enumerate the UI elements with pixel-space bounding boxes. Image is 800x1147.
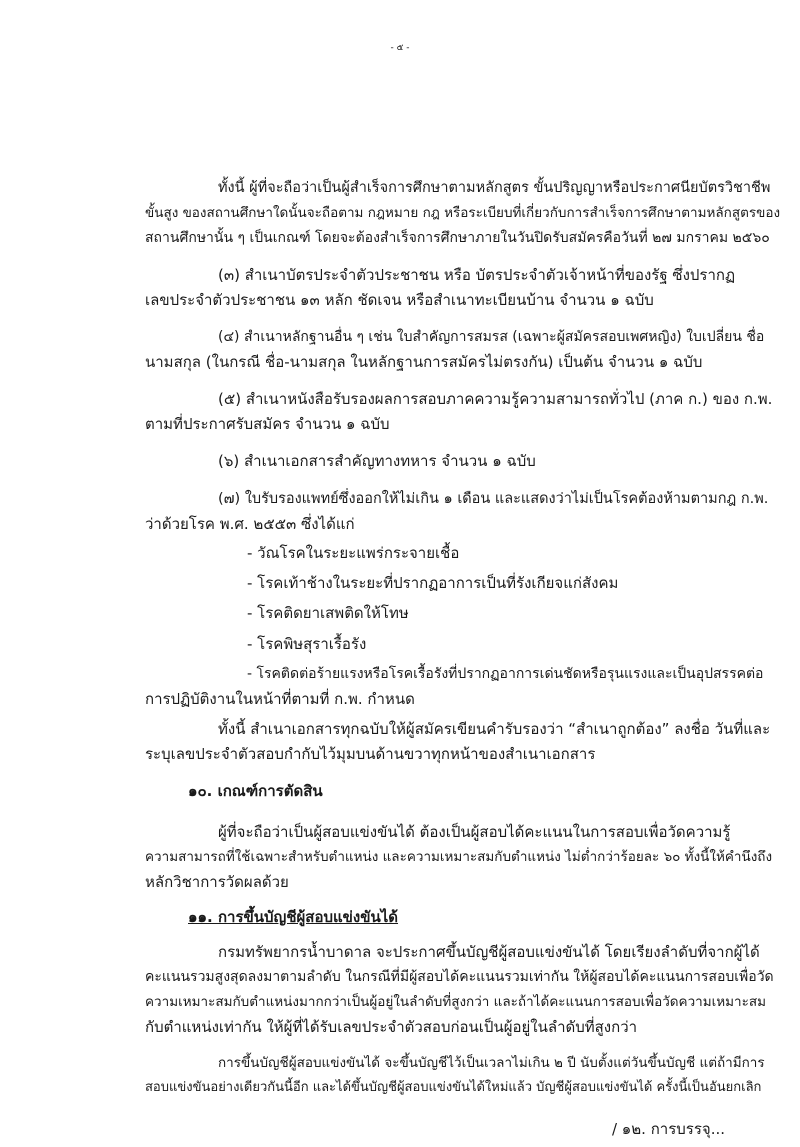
- text-line: สอบแข่งขันอย่างเดียวกันนี้อีก และได้ขึ้นบัญชีผู้สอบแข่งขันได้ใหม่แล้ว บัญชีผู้สอบแข่งขันได้ ครั้งนี้เป็นอันยกเลิก: [145, 1080, 762, 1095]
- text-line: สถานศึกษานั้น ๆ เป็นเกณฑ์ โดยจะต้องสำเร็จการศึกษาภายในวันปิดรับสมัครคือวันที่ ๒๗ มกราคม ๒๕๖๐: [145, 230, 770, 246]
- list-item: - โรคติดต่อร้ายแรงหรือโรคเรื้อรังที่ปรากฏอาการเด่นชัดหรือรุนแรงและเป็นอุปสรรคต่อ: [247, 666, 764, 682]
- text-line: การปฏิบัติงานในหน้าที่ตามที่ ก.พ. กำหนด: [145, 690, 415, 708]
- text-line: ตามที่ประกาศรับสมัคร จำนวน ๑ ฉบับ: [145, 415, 390, 433]
- text-line: นามสกุล (ในกรณี ชื่อ-นามสกุล ในหลักฐานการสมัครไม่ตรงกัน) เป็นต้น จำนวน ๑ ฉบับ: [145, 353, 703, 371]
- text-line: ความสามารถที่ใช้เฉพาะสำหรับตำแหน่ง และความเหมาะสมกับตำแหน่ง ไม่ต่ำกว่าร้อยละ ๖๐ ทั้งนี้ให้คำนึงถึง: [145, 849, 773, 865]
- text-line: (๓) สำเนาบัตรประจำตัวประชาชน หรือ บัตรประจำตัวเจ้าหน้าที่ของรัฐ ซึ่งปรากฏ: [218, 266, 736, 284]
- text-line: การขึ้นบัญชีผู้สอบแข่งขันได้ จะขึ้นบัญชีไว้เป็นเวลาไม่เกิน ๒ ปี นับตั้งแต่วันขึ้นบัญชี แต่ถ้ามีการ: [218, 1055, 765, 1071]
- text-line: หลักวิชาการวัดผลด้วย: [145, 873, 289, 891]
- text-line: (๔) สำเนาหลักฐานอื่น ๆ เช่น ใบสำคัญการสมรส (เฉพาะผู้สมัครสอบเพศหญิง) ใบเปลี่ยน ชื่อ: [218, 329, 765, 345]
- section-heading-11: ๑๑. การขึ้นบัญชีผู้สอบแข่งขันได้: [188, 908, 399, 926]
- list-item: - โรคเท้าช้างในระยะที่ปรากฏอาการเป็นที่รังเกียจแก่สังคม: [247, 574, 619, 592]
- text-line: (๖) สำเนาเอกสารสำคัญทางทหาร จำนวน ๑ ฉบับ: [218, 452, 536, 470]
- text-line: (๕) สำเนาหนังสือรับรองผลการสอบภาคความรู้ความสามารถทั่วไป (ภาค ก.) ของ ก.พ.: [218, 390, 773, 408]
- text-line: ว่าด้วยโรค พ.ศ. ๒๕๕๓ ซึ่งได้แก่: [145, 515, 355, 533]
- text-line: ทั้งนี้ สำเนาเอกสารทุกฉบับให้ผู้สมัครเขียนคำรับรองว่า “สำเนาถูกต้อง” ลงชื่อ วันที่และ: [218, 720, 771, 738]
- text-line: ระบุเลขประจำตัวสอบกำกับไว้มุมบนด้านขวาทุกหน้าของสำเนาเอกสาร: [145, 745, 596, 763]
- text-line: เลขประจำตัวประชาชน ๑๓ หลัก ชัดเจน หรือสำเนาทะเบียนบ้าน จำนวน ๑ ฉบับ: [145, 291, 654, 309]
- text-line: (๗) ใบรับรองแพทย์ซึ่งออกให้ไม่เกิน ๑ เดือน และแสดงว่าไม่เป็นโรคต้องห้ามตามกฎ ก.พ.: [218, 491, 769, 507]
- footer-continuation: / ๑๒. การบรรจุ...: [611, 1120, 725, 1138]
- list-item: - โรคติดยาเสพติดให้โทษ: [247, 604, 409, 622]
- text-line: คะแนนรวมสูงสุดลงมาตามลำดับ ในกรณีที่มีผู้สอบได้คะแนนรวมเท่ากัน ให้ผู้สอบได้คะแนนการสอบเพื่อวัด: [145, 969, 774, 985]
- text-line: ความเหมาะสมกับตำแหน่งมากกว่าเป็นผู้อยู่ในลำดับที่สูงกว่า และถ้าได้คะแนนการสอบเพื่อวัดความเหมาะสม: [145, 994, 767, 1010]
- text-line: ขั้นสูง ของสถานศึกษาใดนั้นจะถือตาม กฎหมาย กฎ หรือระเบียบที่เกี่ยวกับการสำเร็จการศึกษาตามหลักสูตรของ: [145, 205, 781, 221]
- list-item: - วัณโรคในระยะแพร่กระจายเชื้อ: [247, 544, 460, 562]
- page-number: - ๕ -: [390, 43, 410, 53]
- text-line: กรมทรัพยากรน้ำบาดาล จะประกาศขึ้นบัญชีผู้สอบแข่งขันได้ โดยเรียงลำดับที่จากผู้ได้: [218, 943, 760, 961]
- text-line: กับตำแหน่งเท่ากัน ให้ผู้ที่ได้รับเลขประจำตัวสอบก่อนเป็นผู้อยู่ในลำดับที่สูงกว่า: [145, 1018, 638, 1036]
- text-line: ทั้งนี้ ผู้ที่จะถือว่าเป็นผู้สำเร็จการศึกษาตามหลักสูตร ขั้นปริญญาหรือประกาศนียบัตรวิชาชีพ: [218, 180, 771, 196]
- list-item: - โรคพิษสุราเรื้อรัง: [247, 635, 367, 653]
- text-line: ผู้ที่จะถือว่าเป็นผู้สอบแข่งขันได้ ต้องเป็นผู้สอบได้คะแนนในการสอบเพื่อวัดความรู้: [218, 823, 731, 841]
- section-heading-10: ๑๐. เกณฑ์การตัดสิน: [188, 782, 323, 800]
